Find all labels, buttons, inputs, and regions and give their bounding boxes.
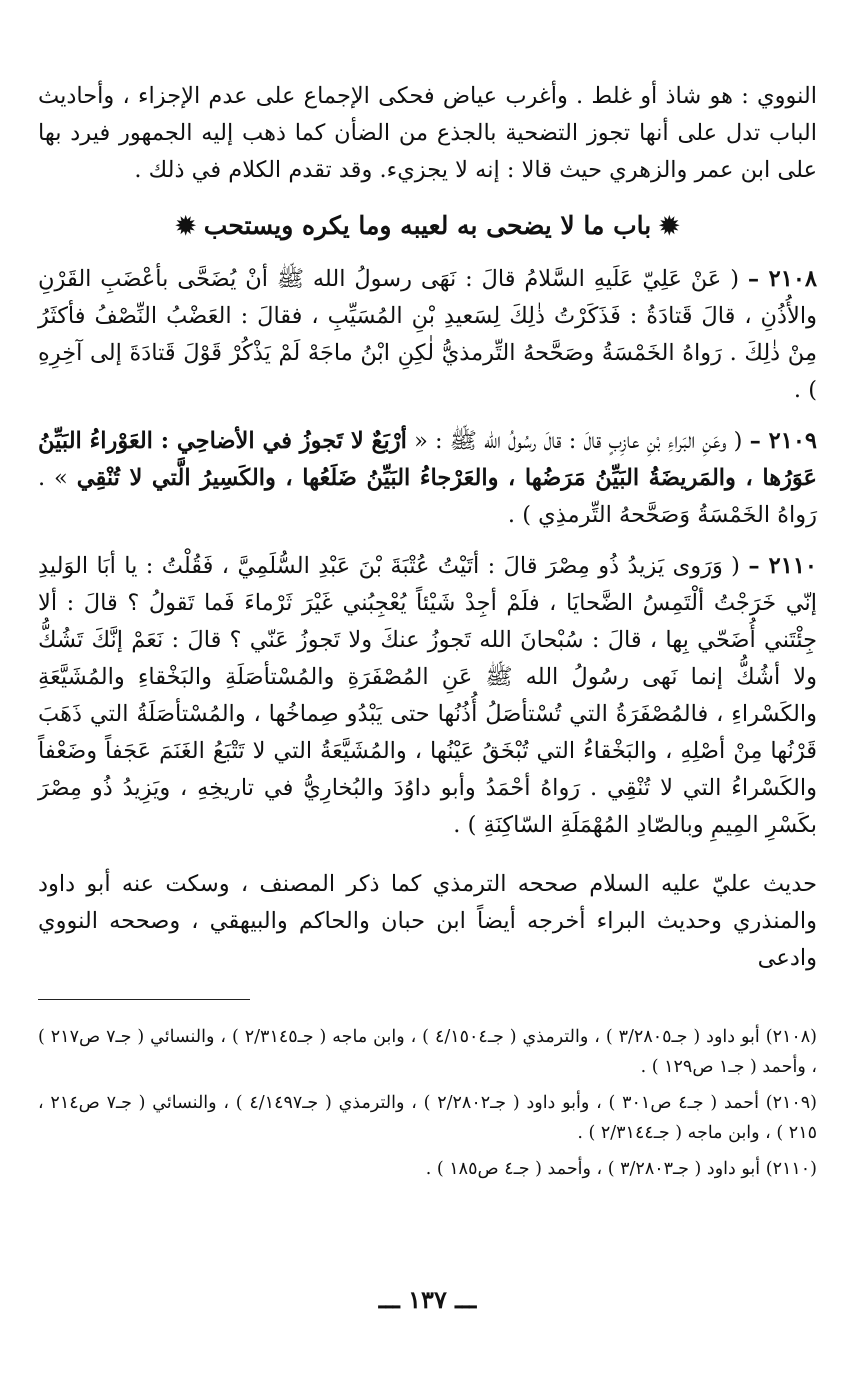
footnote-2108: (٢١٠٨) أبو داود ( جـ٣/٢٨٠٥ ) ، والترمذي ( جـ٤/١٥٠٤ ) ، وابن ماجه ( جـ٢/٣١٤٥ ) ، والنسائي ( جـ٧ ص٢١٧ ) ، وأحمد ( جـ١ ص١٢٩ ) . xyxy=(38,1027,817,1077)
hadith-2109 xyxy=(38,423,817,534)
star-ornament-icon: ✹ xyxy=(175,211,196,240)
star-ornament-icon: ✹ xyxy=(659,211,680,240)
hadith-text: ( عَنْ عَلِيّ عَلَيهِ السَّلامُ قالَ : نَهَى رسولُ الله ﷺ أنْ يُضَحَّى بأعْضَبِ القَرْنِ والأُذُنِ ، قالَ قَتادَةُ : فَذَكَرْتُ ذٰلِكَ لِسَعيدِ بْنِ المُسَيِّبِ ، فقالَ : العَضْبُ النِّصْفُ فأكثَرُ مِنْ ذٰلِكَ . رَواهُ الخَمْسَةُ وصَحَّحهُ التِّرمذيُّ لٰكِنِ ابْنُ ماجَهْ لَمْ يَذْكُرْ قَوْلَ قَتادَةَ إلى آخِرِهِ ) . xyxy=(38,266,817,403)
chapter-heading xyxy=(38,209,817,243)
hadith-number: ٢١٠٨ – xyxy=(747,266,817,292)
hadith-text-end: » . رَواهُ الخَمْسَةُ وَصَحَّحهُ التِّرمذِي ) . xyxy=(38,465,817,528)
page-number: ـــ ١٣٧ ـــ xyxy=(378,1285,477,1314)
footnote-divider xyxy=(38,999,250,1000)
hadith-text: ( وعَنِ البَراءِ بْنِ عازِبٍ قالَ : قالَ رسُولُ الله ﷺ : « xyxy=(414,428,743,454)
hadith-number: ٢١٠٩ – xyxy=(749,428,817,454)
hadith-number: ٢١١٠ – xyxy=(748,553,817,579)
hadith-text: ( وَرَوى يَزيدُ ذُو مِصْرَ قالَ : أتَيْتُ عُتْبَةَ بْنَ عَبْدِ السُّلَمِيَّ ، فَقُلْتُ : يا أبَا الوَليدِ إنّي خَرَجْتُ ألْتَمِسُ الضَّحايَا ، فلَمْ أجِدْ شَيْئاً يُعْجِبُني غَيْرَ ثَرْماءَ فَما تَقولُ ؟ قالَ : ألا جِئْتَني أُضَحّي بِها ، قالَ : سُبْحانَ الله تَجوزُ عنكَ ولا تَجوزُ عَنّي ؟ قالَ : نَعَمْ إنَّكَ تَشُكُّ ولا أشُكُّ إنما نَهى رسُولُ الله ﷺ عَنِ المُصْفَرَةِ والمُسْتأصَلَةِ والبَخْقاءِ والمُشَيَّعَةِ والكَسْراءِ ، فالمُصْفَرَةُ التي تُسْتأصَلُ أُذُنُها حتى يَبْدُو صِماخُها ، والمُسْتأصَلَةُ التي ذَهَبَ قَرْنُها مِنْ أصْلِهِ ، والبَخْقاءُ التي تُبْخَقُ عَيْنُها ، والمُشَيَّعَةُ التي لا تَتْبَعُ الغَنَمَ عَجَفاً وضَعْفاً والكَسْراءُ التي لا تُنْقِي . رَواهُ أحْمَدُ وأبو داوُدَ والبُخارِيُّ في تاريخِهِ ، ويَزِيدُ ذُو مِصْرَ بكَسْرِ المِيمِ وبالصّادِ المُهْمَلَةِ السّاكِنَةِ ) . xyxy=(38,553,817,838)
hadith-2108 xyxy=(38,261,817,409)
intro-paragraph: النووي : هو شاذ أو غلط . وأغرب عياض فحكى الإجماع على عدم الإجزاء ، وأحاديث الباب تدل على أنها تجوز التضحية بالجذع من الضأن كما ذهب إليه الجمهور فيرد بها على ابن عمر والزهري حيث قالا : إنه لا يجزيء. وقد تقدم الكلام في ذلك . xyxy=(38,83,817,183)
hadith-quote-bold: أرْبَعٌ لا تَجوزُ في الأضاحِي : العَوْراءُ البَيِّنُ عَوَرُها ، والمَريضَةُ البَيِّنُ مَرَضُها ، والعَرْجاءُ البَيِّنُ ضَلَعُها ، والكَسِيرُ الَّتي لا تُنْقِي xyxy=(38,428,817,491)
commentary-paragraph: حديث عليّ عليه السلام صححه الترمذي كما ذكر المصنف ، وسكت عنه أبو داود والمنذري وحديث البراء أخرجه أيضاً ابن حبان والحاكم والبيهقي ، وصححه النووي وادعى xyxy=(38,871,817,971)
footnote-2109: (٢١٠٩) أحمد ( جـ٤ ص٣٠١ ) ، وأبو داود ( جـ٢/٢٨٠٢ ) ، والترمذي ( جـ٤/١٤٩٧ ) ، والنسائي ( جـ٧ ص٢١٤ ، ٢١٥ ) ، وابن ماجه ( جـ٢/٣١٤٤ ) . xyxy=(38,1093,817,1143)
footnote-2110: (٢١١٠) أبو داود ( جـ٣/٢٨٠٣ ) ، وأحمد ( جـ٤ ص١٨٥ ) . xyxy=(425,1159,817,1179)
hadith-2110 xyxy=(38,548,817,844)
chapter-heading-text: باب ما لا يضحى به لعيبه وما يكره ويستحب xyxy=(203,211,652,240)
footnotes xyxy=(38,1022,817,1184)
